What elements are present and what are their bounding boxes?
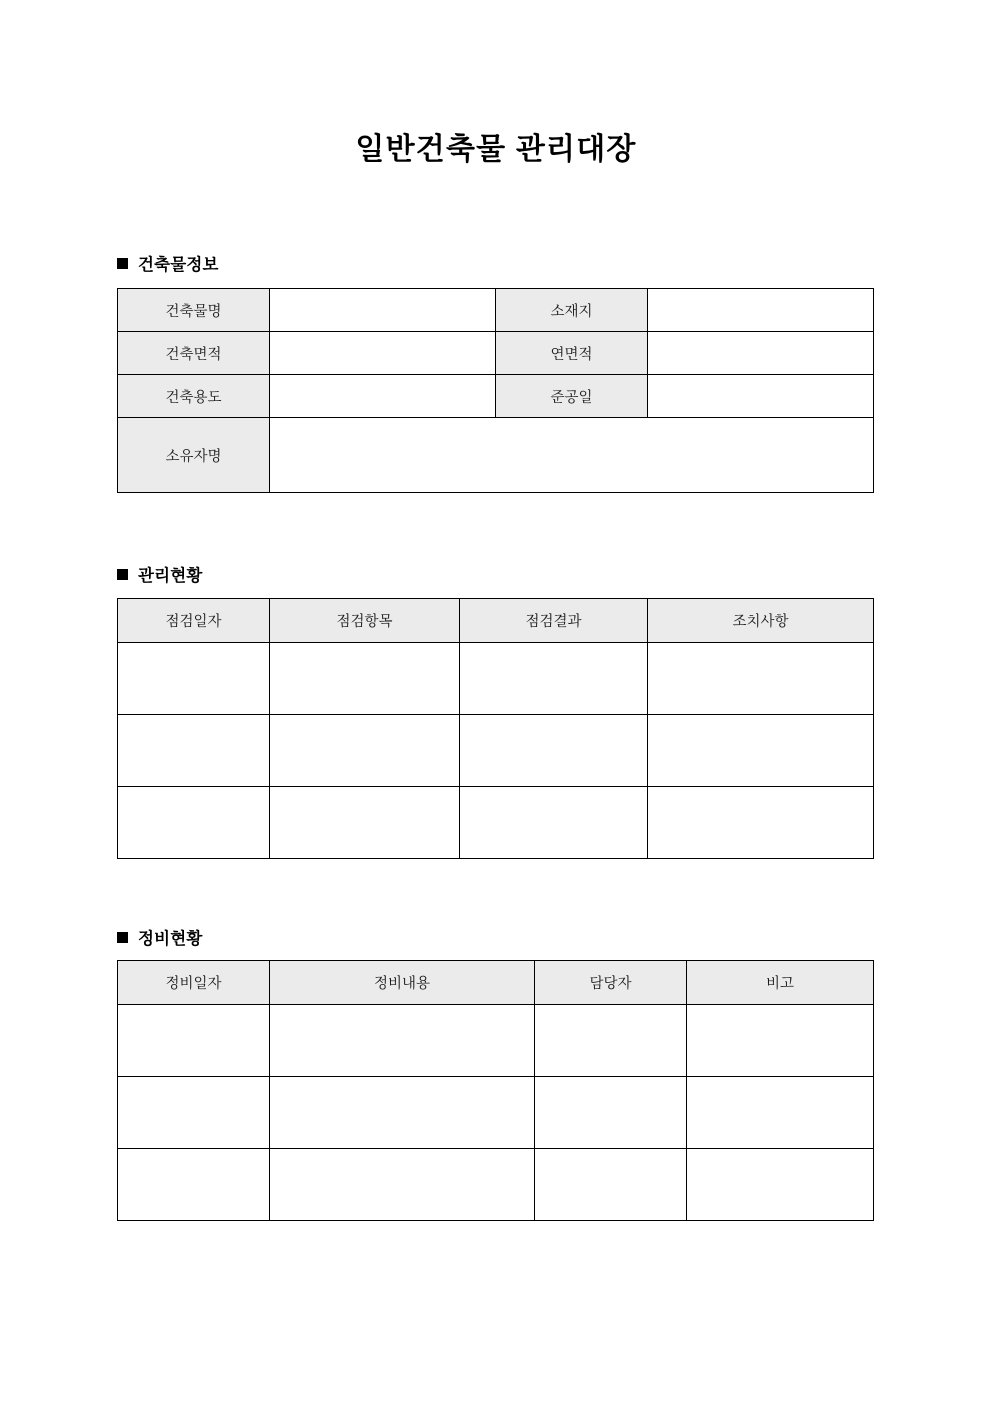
field-value-owner-name[interactable] <box>270 418 874 493</box>
field-label-building-name: 건축물명 <box>118 289 270 332</box>
column-header-maintenance-detail: 정비내용 <box>270 961 535 1005</box>
cell-inspection-item[interactable] <box>270 787 460 859</box>
table-row <box>118 1149 874 1221</box>
section-heading-label: 건축물정보 <box>138 256 219 274</box>
table-row <box>118 332 874 375</box>
table-header-row <box>118 599 874 643</box>
section-heading-label: 관리현황 <box>138 567 203 585</box>
cell-remarks[interactable] <box>687 1005 874 1077</box>
cell-inspection-date[interactable] <box>118 787 270 859</box>
table-row <box>118 418 874 493</box>
table-row <box>118 289 874 332</box>
cell-inspection-result[interactable] <box>460 643 648 715</box>
cell-action-taken[interactable] <box>648 715 874 787</box>
cell-person-in-charge[interactable] <box>535 1077 687 1149</box>
cell-inspection-date[interactable] <box>118 643 270 715</box>
cell-person-in-charge[interactable] <box>535 1149 687 1221</box>
table-row <box>118 715 874 787</box>
management-status-table <box>117 598 874 859</box>
table-row <box>118 643 874 715</box>
cell-inspection-result[interactable] <box>460 787 648 859</box>
filled-square-icon <box>117 258 128 269</box>
column-header-inspection-item: 점검항목 <box>270 599 460 643</box>
field-label-location: 소재지 <box>496 289 648 332</box>
filled-square-icon <box>117 932 128 943</box>
field-label-building-area: 건축면적 <box>118 332 270 375</box>
field-label-total-floor-area: 연면적 <box>496 332 648 375</box>
column-header-inspection-date: 점검일자 <box>118 599 270 643</box>
building-info-table <box>117 288 874 493</box>
cell-inspection-item[interactable] <box>270 643 460 715</box>
cell-maintenance-detail[interactable] <box>270 1149 535 1221</box>
maintenance-status-table <box>117 960 874 1221</box>
table-row <box>118 1005 874 1077</box>
cell-maintenance-detail[interactable] <box>270 1077 535 1149</box>
column-header-person-in-charge: 담당자 <box>535 961 687 1005</box>
page-title: 일반건축물 관리대장 <box>355 133 637 166</box>
filled-square-icon <box>117 569 128 580</box>
field-value-completion-date[interactable] <box>648 375 874 418</box>
field-value-total-floor-area[interactable] <box>648 332 874 375</box>
field-value-building-use[interactable] <box>270 375 496 418</box>
cell-maintenance-date[interactable] <box>118 1149 270 1221</box>
section-heading-label: 정비현황 <box>138 930 203 948</box>
cell-remarks[interactable] <box>687 1077 874 1149</box>
field-label-owner-name: 소유자명 <box>118 418 270 493</box>
field-value-location[interactable] <box>648 289 874 332</box>
cell-maintenance-detail[interactable] <box>270 1005 535 1077</box>
table-row <box>118 787 874 859</box>
cell-inspection-date[interactable] <box>118 715 270 787</box>
cell-inspection-result[interactable] <box>460 715 648 787</box>
cell-inspection-item[interactable] <box>270 715 460 787</box>
cell-maintenance-date[interactable] <box>118 1077 270 1149</box>
cell-action-taken[interactable] <box>648 787 874 859</box>
field-label-building-use: 건축용도 <box>118 375 270 418</box>
section-heading-maintenance-status <box>117 925 203 949</box>
cell-maintenance-date[interactable] <box>118 1005 270 1077</box>
table-row <box>118 375 874 418</box>
table-header-row <box>118 961 874 1005</box>
section-heading-building-info <box>117 251 219 275</box>
column-header-remarks: 비고 <box>687 961 874 1005</box>
field-label-completion-date: 준공일 <box>496 375 648 418</box>
table-row <box>118 1077 874 1149</box>
field-value-building-name[interactable] <box>270 289 496 332</box>
column-header-maintenance-date: 정비일자 <box>118 961 270 1005</box>
column-header-inspection-result: 점검결과 <box>460 599 648 643</box>
cell-action-taken[interactable] <box>648 643 874 715</box>
cell-person-in-charge[interactable] <box>535 1005 687 1077</box>
cell-remarks[interactable] <box>687 1149 874 1221</box>
field-value-building-area[interactable] <box>270 332 496 375</box>
column-header-action-taken: 조치사항 <box>648 599 874 643</box>
section-heading-management-status <box>117 562 203 586</box>
